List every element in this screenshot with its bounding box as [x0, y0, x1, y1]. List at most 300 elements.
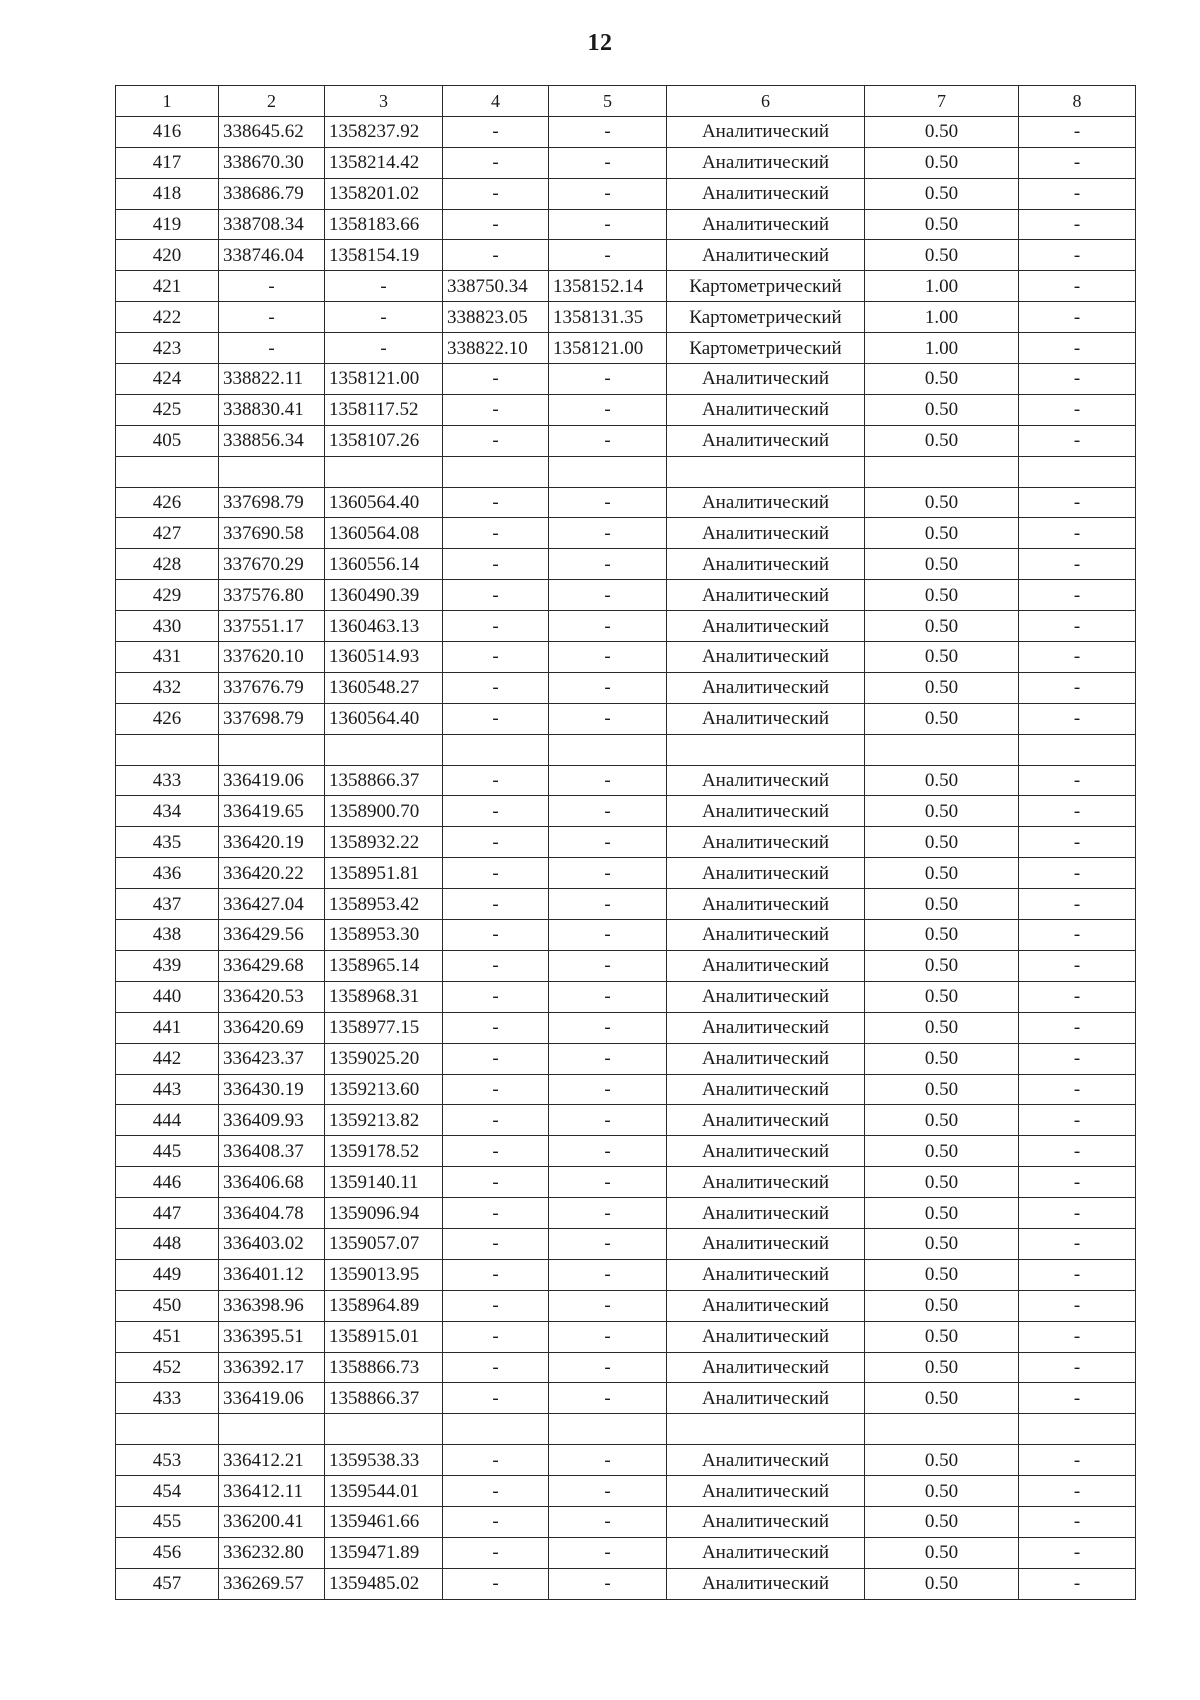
column-header: 1: [116, 86, 219, 117]
note-cell: -: [1019, 209, 1136, 240]
y-coordinate-cell: 1360564.40: [325, 487, 443, 518]
x-alt-coordinate-cell: -: [443, 178, 549, 209]
table-row: [116, 981, 1136, 1012]
x-coordinate-cell: 336430.19: [219, 1074, 325, 1105]
y-alt-coordinate-cell: -: [549, 518, 667, 549]
method-cell: Аналитический: [667, 549, 865, 580]
method-cell: Аналитический: [667, 1321, 865, 1352]
x-coordinate-cell: 336403.02: [219, 1228, 325, 1259]
x-alt-coordinate-cell: 338750.34: [443, 271, 549, 302]
x-alt-coordinate-cell: -: [443, 703, 549, 734]
note-cell: -: [1019, 394, 1136, 425]
y-alt-coordinate-cell: -: [549, 209, 667, 240]
y-alt-coordinate-cell: [549, 456, 667, 487]
x-coordinate-cell: 338645.62: [219, 116, 325, 147]
note-cell: -: [1019, 425, 1136, 456]
x-coordinate-cell: 336398.96: [219, 1290, 325, 1321]
note-cell: -: [1019, 1012, 1136, 1043]
point-number-cell: 448: [116, 1228, 219, 1259]
y-coordinate-cell: 1358237.92: [325, 116, 443, 147]
x-alt-coordinate-cell: -: [443, 1506, 549, 1537]
method-cell: Аналитический: [667, 1136, 865, 1167]
table-row: [116, 1445, 1136, 1476]
note-cell: -: [1019, 1228, 1136, 1259]
point-number-cell: 426: [116, 703, 219, 734]
note-cell: -: [1019, 1136, 1136, 1167]
point-number-cell: 417: [116, 147, 219, 178]
y-alt-coordinate-cell: -: [549, 240, 667, 271]
x-coordinate-cell: 336408.37: [219, 1136, 325, 1167]
note-cell: -: [1019, 765, 1136, 796]
accuracy-cell: 0.50: [865, 703, 1019, 734]
y-alt-coordinate-cell: -: [549, 1321, 667, 1352]
point-number-cell: 437: [116, 889, 219, 920]
y-coordinate-cell: 1359461.66: [325, 1506, 443, 1537]
x-alt-coordinate-cell: -: [443, 672, 549, 703]
column-header: 4: [443, 86, 549, 117]
accuracy-cell: 0.50: [865, 1012, 1019, 1043]
table-row: [116, 394, 1136, 425]
y-alt-coordinate-cell: -: [549, 703, 667, 734]
accuracy-cell: 0.50: [865, 209, 1019, 240]
y-coordinate-cell: 1358900.70: [325, 796, 443, 827]
table-row: [116, 827, 1136, 858]
x-coordinate-cell: 338856.34: [219, 425, 325, 456]
y-coordinate-cell: 1358107.26: [325, 425, 443, 456]
y-coordinate-cell: 1359140.11: [325, 1167, 443, 1198]
y-alt-coordinate-cell: -: [549, 1012, 667, 1043]
x-coordinate-cell: 336420.19: [219, 827, 325, 858]
accuracy-cell: 0.50: [865, 518, 1019, 549]
x-coordinate-cell: 336420.22: [219, 858, 325, 889]
y-alt-coordinate-cell: -: [549, 1476, 667, 1507]
point-number-cell: [116, 456, 219, 487]
method-cell: Аналитический: [667, 1043, 865, 1074]
y-alt-coordinate-cell: -: [549, 178, 667, 209]
page-number: 12: [587, 30, 613, 56]
note-cell: -: [1019, 611, 1136, 642]
accuracy-cell: 0.50: [865, 858, 1019, 889]
table-row: [116, 364, 1136, 395]
y-alt-coordinate-cell: -: [549, 1136, 667, 1167]
accuracy-cell: 0.50: [865, 147, 1019, 178]
y-coordinate-cell: 1358932.22: [325, 827, 443, 858]
point-number-cell: 444: [116, 1105, 219, 1136]
note-cell: -: [1019, 518, 1136, 549]
method-cell: Аналитический: [667, 240, 865, 271]
method-cell: Аналитический: [667, 827, 865, 858]
method-cell: Аналитический: [667, 1198, 865, 1229]
y-alt-coordinate-cell: -: [549, 672, 667, 703]
table-row: [116, 240, 1136, 271]
accuracy-cell: 0.50: [865, 672, 1019, 703]
y-coordinate-cell: 1358866.37: [325, 765, 443, 796]
x-coordinate-cell: 337698.79: [219, 703, 325, 734]
method-cell: Аналитический: [667, 1074, 865, 1105]
accuracy-cell: 0.50: [865, 364, 1019, 395]
accuracy-cell: 0.50: [865, 796, 1019, 827]
x-coordinate-cell: 337690.58: [219, 518, 325, 549]
y-alt-coordinate-cell: -: [549, 1352, 667, 1383]
point-number-cell: 425: [116, 394, 219, 425]
accuracy-cell: 0.50: [865, 487, 1019, 518]
y-alt-coordinate-cell: -: [549, 1043, 667, 1074]
y-coordinate-cell: [325, 1414, 443, 1445]
x-coordinate-cell: 338822.11: [219, 364, 325, 395]
accuracy-cell: 1.00: [865, 271, 1019, 302]
y-coordinate-cell: 1360564.40: [325, 703, 443, 734]
y-coordinate-cell: 1358953.42: [325, 889, 443, 920]
y-coordinate-cell: 1360548.27: [325, 672, 443, 703]
x-coordinate-cell: 336420.53: [219, 981, 325, 1012]
x-alt-coordinate-cell: -: [443, 394, 549, 425]
method-cell: Аналитический: [667, 1476, 865, 1507]
y-alt-coordinate-cell: -: [549, 1259, 667, 1290]
accuracy-cell: [865, 1414, 1019, 1445]
accuracy-cell: 0.50: [865, 1445, 1019, 1476]
x-coordinate-cell: -: [219, 333, 325, 364]
accuracy-cell: 0.50: [865, 889, 1019, 920]
method-cell: Аналитический: [667, 672, 865, 703]
y-alt-coordinate-cell: [549, 1414, 667, 1445]
method-cell: Аналитический: [667, 981, 865, 1012]
x-alt-coordinate-cell: -: [443, 1568, 549, 1599]
accuracy-cell: 0.50: [865, 580, 1019, 611]
point-number-cell: 427: [116, 518, 219, 549]
method-cell: Аналитический: [667, 765, 865, 796]
x-alt-coordinate-cell: -: [443, 518, 549, 549]
table-row: [116, 796, 1136, 827]
table-row: [116, 116, 1136, 147]
y-coordinate-cell: 1359013.95: [325, 1259, 443, 1290]
method-cell: Аналитический: [667, 364, 865, 395]
table-row: [116, 950, 1136, 981]
accuracy-cell: 0.50: [865, 1198, 1019, 1229]
note-cell: -: [1019, 487, 1136, 518]
x-alt-coordinate-cell: -: [443, 487, 549, 518]
y-coordinate-cell: -: [325, 302, 443, 333]
note-cell: -: [1019, 1445, 1136, 1476]
note-cell: -: [1019, 240, 1136, 271]
method-cell: Аналитический: [667, 889, 865, 920]
note-cell: -: [1019, 178, 1136, 209]
x-alt-coordinate-cell: -: [443, 425, 549, 456]
x-coordinate-cell: [219, 734, 325, 765]
table-row: [116, 1290, 1136, 1321]
y-coordinate-cell: [325, 456, 443, 487]
table-row: [116, 1167, 1136, 1198]
method-cell: Аналитический: [667, 209, 865, 240]
note-cell: -: [1019, 1568, 1136, 1599]
note-cell: -: [1019, 1352, 1136, 1383]
x-coordinate-cell: 336412.21: [219, 1445, 325, 1476]
method-cell: Аналитический: [667, 1506, 865, 1537]
x-coordinate-cell: 336200.41: [219, 1506, 325, 1537]
x-alt-coordinate-cell: -: [443, 1290, 549, 1321]
method-cell: Аналитический: [667, 1012, 865, 1043]
accuracy-cell: 0.50: [865, 549, 1019, 580]
x-coordinate-cell: 336419.65: [219, 796, 325, 827]
accuracy-cell: 0.50: [865, 1321, 1019, 1352]
accuracy-cell: 0.50: [865, 1259, 1019, 1290]
table-row: [116, 1321, 1136, 1352]
method-cell: Аналитический: [667, 394, 865, 425]
method-cell: Аналитический: [667, 1228, 865, 1259]
point-number-cell: 443: [116, 1074, 219, 1105]
x-alt-coordinate-cell: -: [443, 549, 549, 580]
accuracy-cell: 0.50: [865, 1043, 1019, 1074]
x-coordinate-cell: 336420.69: [219, 1012, 325, 1043]
method-cell: Аналитический: [667, 425, 865, 456]
x-coordinate-cell: 336395.51: [219, 1321, 325, 1352]
accuracy-cell: 1.00: [865, 333, 1019, 364]
method-cell: Аналитический: [667, 703, 865, 734]
point-number-cell: 422: [116, 302, 219, 333]
x-alt-coordinate-cell: [443, 456, 549, 487]
y-coordinate-cell: 1358951.81: [325, 858, 443, 889]
note-cell: [1019, 734, 1136, 765]
point-number-cell: 434: [116, 796, 219, 827]
note-cell: -: [1019, 858, 1136, 889]
y-alt-coordinate-cell: -: [549, 487, 667, 518]
table-row: [116, 425, 1136, 456]
point-number-cell: 455: [116, 1506, 219, 1537]
x-coordinate-cell: [219, 1414, 325, 1445]
y-coordinate-cell: 1360490.39: [325, 580, 443, 611]
x-alt-coordinate-cell: -: [443, 642, 549, 673]
accuracy-cell: 0.50: [865, 981, 1019, 1012]
table-row: [116, 1476, 1136, 1507]
accuracy-cell: 0.50: [865, 1167, 1019, 1198]
y-coordinate-cell: 1359057.07: [325, 1228, 443, 1259]
y-coordinate-cell: 1358154.19: [325, 240, 443, 271]
table-row: [116, 1259, 1136, 1290]
point-number-cell: 405: [116, 425, 219, 456]
point-number-cell: 451: [116, 1321, 219, 1352]
x-alt-coordinate-cell: -: [443, 1228, 549, 1259]
point-number-cell: 431: [116, 642, 219, 673]
note-cell: -: [1019, 1105, 1136, 1136]
y-alt-coordinate-cell: [549, 734, 667, 765]
method-cell: Аналитический: [667, 796, 865, 827]
coordinates-table-container: [115, 85, 1135, 1600]
point-number-cell: 440: [116, 981, 219, 1012]
coordinates-table: [115, 85, 1136, 1600]
table-row: [116, 333, 1136, 364]
method-cell: [667, 456, 865, 487]
x-coordinate-cell: 338746.04: [219, 240, 325, 271]
y-coordinate-cell: 1359025.20: [325, 1043, 443, 1074]
y-alt-coordinate-cell: -: [549, 1105, 667, 1136]
y-alt-coordinate-cell: -: [549, 981, 667, 1012]
point-number-cell: 424: [116, 364, 219, 395]
table-row: [116, 1198, 1136, 1229]
x-coordinate-cell: -: [219, 271, 325, 302]
x-alt-coordinate-cell: -: [443, 240, 549, 271]
point-number-cell: 435: [116, 827, 219, 858]
table-row: [116, 920, 1136, 951]
x-alt-coordinate-cell: -: [443, 611, 549, 642]
y-alt-coordinate-cell: 1358152.14: [549, 271, 667, 302]
y-alt-coordinate-cell: -: [549, 611, 667, 642]
accuracy-cell: 0.50: [865, 1074, 1019, 1105]
table-row: [116, 1352, 1136, 1383]
accuracy-cell: 0.50: [865, 178, 1019, 209]
point-number-cell: 454: [116, 1476, 219, 1507]
note-cell: -: [1019, 950, 1136, 981]
note-cell: -: [1019, 827, 1136, 858]
x-alt-coordinate-cell: -: [443, 1321, 549, 1352]
accuracy-cell: 0.50: [865, 1506, 1019, 1537]
accuracy-cell: 0.50: [865, 827, 1019, 858]
y-alt-coordinate-cell: -: [549, 1228, 667, 1259]
x-coordinate-cell: 337576.80: [219, 580, 325, 611]
x-alt-coordinate-cell: -: [443, 1476, 549, 1507]
x-coordinate-cell: 338830.41: [219, 394, 325, 425]
accuracy-cell: 0.50: [865, 1537, 1019, 1568]
x-alt-coordinate-cell: -: [443, 1537, 549, 1568]
table-row: [116, 1043, 1136, 1074]
table-row: [116, 1506, 1136, 1537]
point-number-cell: 433: [116, 765, 219, 796]
method-cell: Аналитический: [667, 518, 865, 549]
y-alt-coordinate-cell: -: [549, 425, 667, 456]
note-cell: -: [1019, 1043, 1136, 1074]
x-alt-coordinate-cell: -: [443, 1445, 549, 1476]
x-coordinate-cell: 336406.68: [219, 1167, 325, 1198]
method-cell: [667, 734, 865, 765]
table-row: [116, 642, 1136, 673]
accuracy-cell: 0.50: [865, 425, 1019, 456]
x-alt-coordinate-cell: -: [443, 889, 549, 920]
y-coordinate-cell: 1358965.14: [325, 950, 443, 981]
point-number-cell: 450: [116, 1290, 219, 1321]
x-coordinate-cell: 336427.04: [219, 889, 325, 920]
point-number-cell: 439: [116, 950, 219, 981]
method-cell: Аналитический: [667, 1568, 865, 1599]
y-alt-coordinate-cell: -: [549, 827, 667, 858]
x-coordinate-cell: 337670.29: [219, 549, 325, 580]
y-alt-coordinate-cell: -: [549, 116, 667, 147]
accuracy-cell: 0.50: [865, 765, 1019, 796]
point-number-cell: 432: [116, 672, 219, 703]
x-alt-coordinate-cell: -: [443, 1105, 549, 1136]
point-number-cell: 429: [116, 580, 219, 611]
point-number-cell: 452: [116, 1352, 219, 1383]
table-separator-row: [116, 456, 1136, 487]
x-alt-coordinate-cell: -: [443, 920, 549, 951]
x-alt-coordinate-cell: -: [443, 858, 549, 889]
x-alt-coordinate-cell: -: [443, 765, 549, 796]
y-coordinate-cell: 1360564.08: [325, 518, 443, 549]
y-alt-coordinate-cell: -: [549, 1290, 667, 1321]
point-number-cell: 419: [116, 209, 219, 240]
point-number-cell: 442: [116, 1043, 219, 1074]
point-number-cell: 449: [116, 1259, 219, 1290]
x-alt-coordinate-cell: -: [443, 1352, 549, 1383]
point-number-cell: 457: [116, 1568, 219, 1599]
x-alt-coordinate-cell: 338822.10: [443, 333, 549, 364]
note-cell: -: [1019, 1537, 1136, 1568]
method-cell: Аналитический: [667, 950, 865, 981]
point-number-cell: 423: [116, 333, 219, 364]
table-row: [116, 1228, 1136, 1259]
table-separator-row: [116, 1414, 1136, 1445]
method-cell: Картометрический: [667, 333, 865, 364]
point-number-cell: 418: [116, 178, 219, 209]
accuracy-cell: 0.50: [865, 1228, 1019, 1259]
y-coordinate-cell: 1359544.01: [325, 1476, 443, 1507]
note-cell: -: [1019, 920, 1136, 951]
point-number-cell: 453: [116, 1445, 219, 1476]
x-coordinate-cell: 336232.80: [219, 1537, 325, 1568]
table-separator-row: [116, 734, 1136, 765]
table-row: [116, 1012, 1136, 1043]
y-alt-coordinate-cell: -: [549, 1568, 667, 1599]
accuracy-cell: 0.50: [865, 1352, 1019, 1383]
x-coordinate-cell: 336412.11: [219, 1476, 325, 1507]
table-row: [116, 302, 1136, 333]
x-coordinate-cell: 336404.78: [219, 1198, 325, 1229]
x-alt-coordinate-cell: -: [443, 116, 549, 147]
y-coordinate-cell: 1359471.89: [325, 1537, 443, 1568]
column-header: 5: [549, 86, 667, 117]
note-cell: -: [1019, 549, 1136, 580]
column-header: 8: [1019, 86, 1136, 117]
x-coordinate-cell: 336429.56: [219, 920, 325, 951]
note-cell: [1019, 1414, 1136, 1445]
y-coordinate-cell: 1358953.30: [325, 920, 443, 951]
y-alt-coordinate-cell: -: [549, 889, 667, 920]
y-coordinate-cell: 1358968.31: [325, 981, 443, 1012]
table-body: [116, 86, 1136, 1600]
x-coordinate-cell: 336392.17: [219, 1352, 325, 1383]
y-coordinate-cell: 1358964.89: [325, 1290, 443, 1321]
y-alt-coordinate-cell: -: [549, 642, 667, 673]
note-cell: -: [1019, 889, 1136, 920]
note-cell: -: [1019, 981, 1136, 1012]
y-alt-coordinate-cell: -: [549, 1445, 667, 1476]
accuracy-cell: 0.50: [865, 394, 1019, 425]
method-cell: Аналитический: [667, 1290, 865, 1321]
method-cell: Аналитический: [667, 1167, 865, 1198]
table-row: [116, 1568, 1136, 1599]
x-coordinate-cell: 336429.68: [219, 950, 325, 981]
x-coordinate-cell: 337620.10: [219, 642, 325, 673]
point-number-cell: 416: [116, 116, 219, 147]
note-cell: -: [1019, 116, 1136, 147]
note-cell: -: [1019, 1198, 1136, 1229]
method-cell: Аналитический: [667, 1445, 865, 1476]
table-row: [116, 703, 1136, 734]
accuracy-cell: 0.50: [865, 611, 1019, 642]
x-coordinate-cell: 338670.30: [219, 147, 325, 178]
table-row: [116, 672, 1136, 703]
table-row: [116, 858, 1136, 889]
table-row: [116, 487, 1136, 518]
accuracy-cell: 0.50: [865, 1476, 1019, 1507]
accuracy-cell: [865, 734, 1019, 765]
y-alt-coordinate-cell: -: [549, 858, 667, 889]
x-coordinate-cell: 336269.57: [219, 1568, 325, 1599]
y-coordinate-cell: 1358866.37: [325, 1383, 443, 1414]
y-coordinate-cell: 1358183.66: [325, 209, 443, 240]
point-number-cell: 430: [116, 611, 219, 642]
table-row: [116, 1537, 1136, 1568]
y-alt-coordinate-cell: -: [549, 580, 667, 611]
note-cell: -: [1019, 703, 1136, 734]
y-coordinate-cell: 1360514.93: [325, 642, 443, 673]
